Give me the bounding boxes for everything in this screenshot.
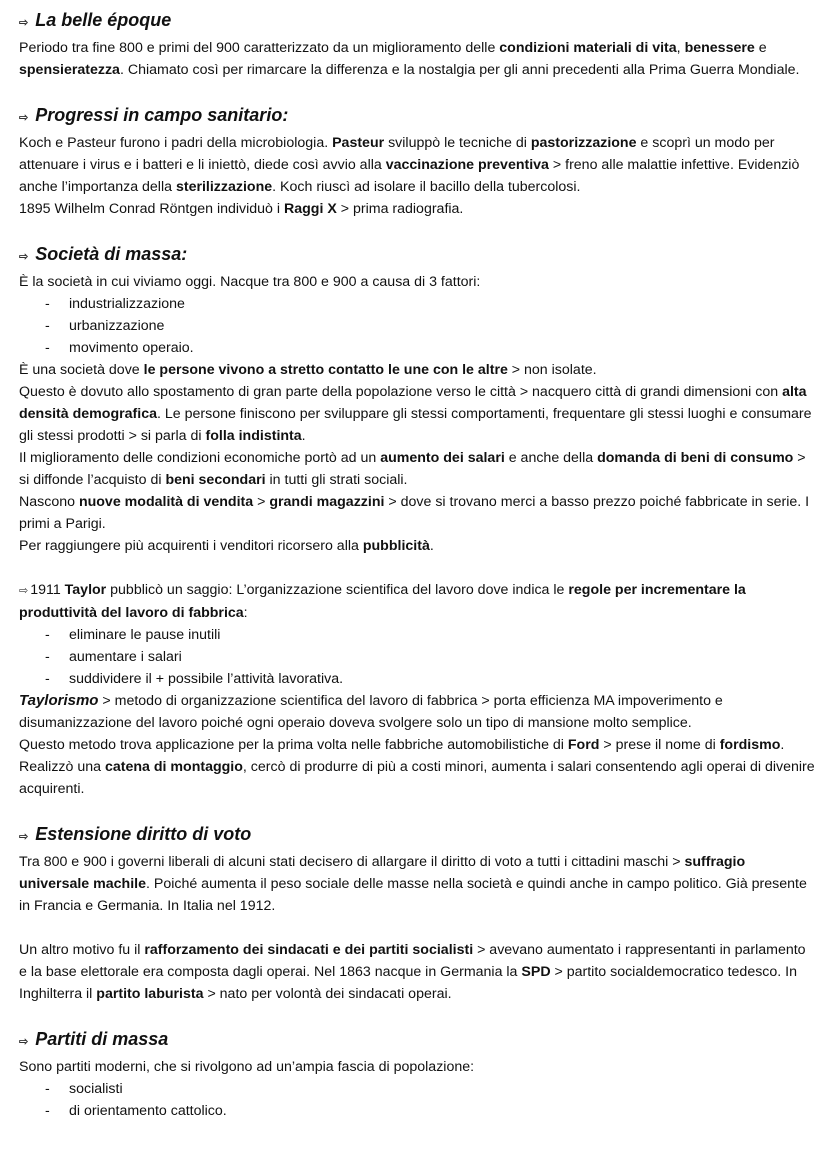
taylor-text <box>19 582 746 621</box>
text-run: Questo metodo trova applicazione per la prima volta nelle fabbriche automobilistiche di <box>19 737 568 753</box>
paragraph: Sono partiti moderni, che si rivolgono ad un’ampia fascia di popolazione: <box>19 1059 475 1075</box>
bold-term: domanda di beni di consumo <box>597 450 794 466</box>
paragraph: È la società in cui viviamo oggi. Nacque tra 800 e 900 a causa di 3 fattori: <box>19 274 481 290</box>
bold-term: sterilizzazione <box>175 179 273 195</box>
bold-term: spensieratezza <box>19 62 120 78</box>
text-run: e <box>754 40 767 56</box>
arrow-icon: ⇨ <box>19 585 29 597</box>
bold-term: pubblicità <box>362 538 430 554</box>
heading-partiti-di-massa <box>19 1027 815 1054</box>
bold-term: Taylor <box>64 582 107 598</box>
text-run: , <box>676 40 685 56</box>
bold-term: rafforzamento dei sindacati e dei partiti socialisti <box>144 942 474 958</box>
bold-term: Taylorismo <box>19 692 99 709</box>
list-item: - movimento operaio. <box>19 337 815 359</box>
bold-term: SPD <box>521 964 551 980</box>
text-run: > freno alle malattie infettive. Evidenziò anche l’importanza della <box>19 157 800 195</box>
paragraph <box>19 359 815 381</box>
text-run: in tutti gli strati sociali. <box>265 472 408 488</box>
heading-progressi-sanitari <box>19 103 815 130</box>
text-run: e scoprì un modo per attenuare i virus e i batteri e li iniettò, diede così avvio alla <box>19 135 775 173</box>
list-item: - di orientamento cattolico. <box>19 1100 815 1122</box>
paragraph <box>19 535 815 557</box>
heading-text: Società di massa: <box>35 244 188 264</box>
paragraph <box>19 491 815 535</box>
text-run: Nascono <box>19 494 79 510</box>
heading-text: Partiti di massa <box>35 1029 169 1049</box>
bold-term: alta densità demografica <box>19 384 807 422</box>
arrow-icon: ⇨ <box>19 251 29 263</box>
text-run: . Koch riuscì ad isolare il bacillo della tubercolosi. <box>272 179 581 195</box>
bold-term: partito laburista <box>96 986 204 1002</box>
text-run: > partito socialdemocratico tedesco. In Inghilterra il <box>19 964 798 1002</box>
text-run: . <box>301 428 306 444</box>
list-item: - socialisti <box>19 1078 815 1100</box>
text-run: . Realizzò una <box>19 737 785 775</box>
bold-term: vaccinazione preventiva <box>385 157 549 173</box>
text-run: Periodo tra fine 800 e primi del 900 caratterizzato da un miglioramento delle <box>19 40 500 56</box>
paragraph <box>19 37 815 81</box>
arrow-icon: ⇨ <box>19 1036 29 1048</box>
text-run: Un altro motivo fu il <box>19 942 145 958</box>
text-run: > nato per volontà dei sindacati operai. <box>203 986 452 1002</box>
text-run: È una società dove <box>19 362 144 378</box>
text-run: > dove si trovano merci a basso prezzo poiché fabbricate in serie. I primi a Parigi. <box>19 494 810 532</box>
arrow-icon: ⇨ <box>19 112 29 124</box>
text-run: . Le persone finiscono per sviluppare gli stessi comportamenti, frequentare gli stessi luoghi e consumare gli stessi prodotti > si parla di <box>19 406 812 444</box>
text-run: : <box>243 605 248 621</box>
document-page <box>19 8 815 1122</box>
paragraph <box>19 447 815 491</box>
text-run: Tra 800 e 900 i governi liberali di alcuni stati decisero di allargare il diritto di voto a tutti i cittadini maschi > <box>19 854 685 870</box>
bold-term: benessere <box>684 40 755 56</box>
text-run: . Poiché aumenta il peso sociale delle masse nella società e quindi anche in campo politico. Già presente in Francia e Germania. In Italia nel 1912. <box>19 876 807 914</box>
heading-text: Estensione diritto di voto <box>35 824 252 844</box>
paragraph <box>19 381 815 447</box>
rules-list <box>19 624 815 690</box>
arrow-icon: ⇨ <box>19 831 29 843</box>
factors-list <box>19 293 815 359</box>
bold-term: catena di montaggio <box>104 759 243 775</box>
text-run: > prese il nome di <box>599 737 720 753</box>
list-item: - suddividere il + possibile l’attività lavorativa. <box>19 668 815 690</box>
bold-term: nuove modalità di vendita <box>78 494 254 510</box>
text-run: > si diffonde l’acquisto di <box>19 450 806 488</box>
bold-term: Pasteur <box>332 135 385 151</box>
bold-term: folla indistinta <box>205 428 302 444</box>
heading-text: Progressi in campo sanitario: <box>35 105 289 125</box>
text-run: Questo è dovuto allo spostamento di gran parte della popolazione verso le città > nacquero città di grandi dimensioni con <box>19 384 783 400</box>
paragraph <box>19 690 815 734</box>
text-run: 1911 <box>30 582 65 598</box>
text-run: pubblicò un saggio: L’organizzazione scientifica del lavoro dove indica le <box>106 582 569 598</box>
bold-term: suffragio universale machile <box>19 854 746 892</box>
paragraph <box>19 851 815 917</box>
text-run: > non isolate. <box>507 362 597 378</box>
bold-term: pastorizzazione <box>530 135 637 151</box>
text-run: e anche della <box>504 450 598 466</box>
list-item: - urbanizzazione <box>19 315 815 337</box>
bold-term: le persone vivono a stretto contatto le une con le altre <box>143 362 508 378</box>
bold-term: Ford <box>567 737 600 753</box>
heading-text: La belle époque <box>35 10 172 30</box>
heading-estensione-voto <box>19 822 815 849</box>
heading-societa-di-massa <box>19 242 815 269</box>
paragraph <box>19 132 815 198</box>
paragraph <box>19 734 815 800</box>
bold-term: regole per incrementare la produttività del lavoro di fabbrica <box>19 582 746 621</box>
text-run: 1895 Wilhelm Conrad Röntgen individuò i <box>19 201 284 217</box>
text-run: > metodo di organizzazione scientifica del lavoro di fabbrica > porta efficienza MA impoverimento e disumanizzazione del lavoro poiché ogni operaio doveva svolgere solo un tipo di mansione molto semplice. <box>19 693 723 731</box>
bold-term: aumento dei salari <box>380 450 505 466</box>
bold-term: beni secondari <box>165 472 266 488</box>
paragraph-taylor <box>19 579 815 624</box>
paragraph <box>19 198 815 220</box>
text-run: sviluppò le tecniche di <box>384 135 531 151</box>
text-run: , cercò di produrre di più a costi minori, aumenta i salari consentendo agli operai di divenire acquirenti. <box>19 759 815 797</box>
bold-term: Raggi X <box>283 201 337 217</box>
text-run: Il miglioramento delle condizioni economiche portò ad un <box>19 450 381 466</box>
paragraph <box>19 939 815 1005</box>
bold-term: grandi magazzini <box>269 494 385 510</box>
text-run: > avevano aumentato i rappresentanti in parlamento e la base elettorale era composta dagli operai. Nel 1863 nacque in Germania la <box>19 942 806 980</box>
list-item: - eliminare le pause inutili <box>19 624 815 646</box>
heading-belle-epoque <box>19 8 815 35</box>
list-item: - aumentare i salari <box>19 646 815 668</box>
text-run: Per raggiungere più acquirenti i venditori ricorsero alla <box>19 538 363 554</box>
list-item: - industrializzazione <box>19 293 815 315</box>
text-run: > <box>253 494 270 510</box>
arrow-icon: ⇨ <box>19 17 29 29</box>
text-run: > prima radiografia. <box>336 201 464 217</box>
text-run: Koch e Pasteur furono i padri della microbiologia. <box>19 135 333 151</box>
bold-term: fordismo <box>719 737 781 753</box>
parties-list <box>19 1078 815 1122</box>
bold-term: condizioni materiali di vita <box>499 40 677 56</box>
text-run: . <box>429 538 434 554</box>
text-run: . Chiamato così per rimarcare la differenza e la nostalgia per gli anni precedenti alla Prima Guerra Mondiale. <box>119 62 800 78</box>
